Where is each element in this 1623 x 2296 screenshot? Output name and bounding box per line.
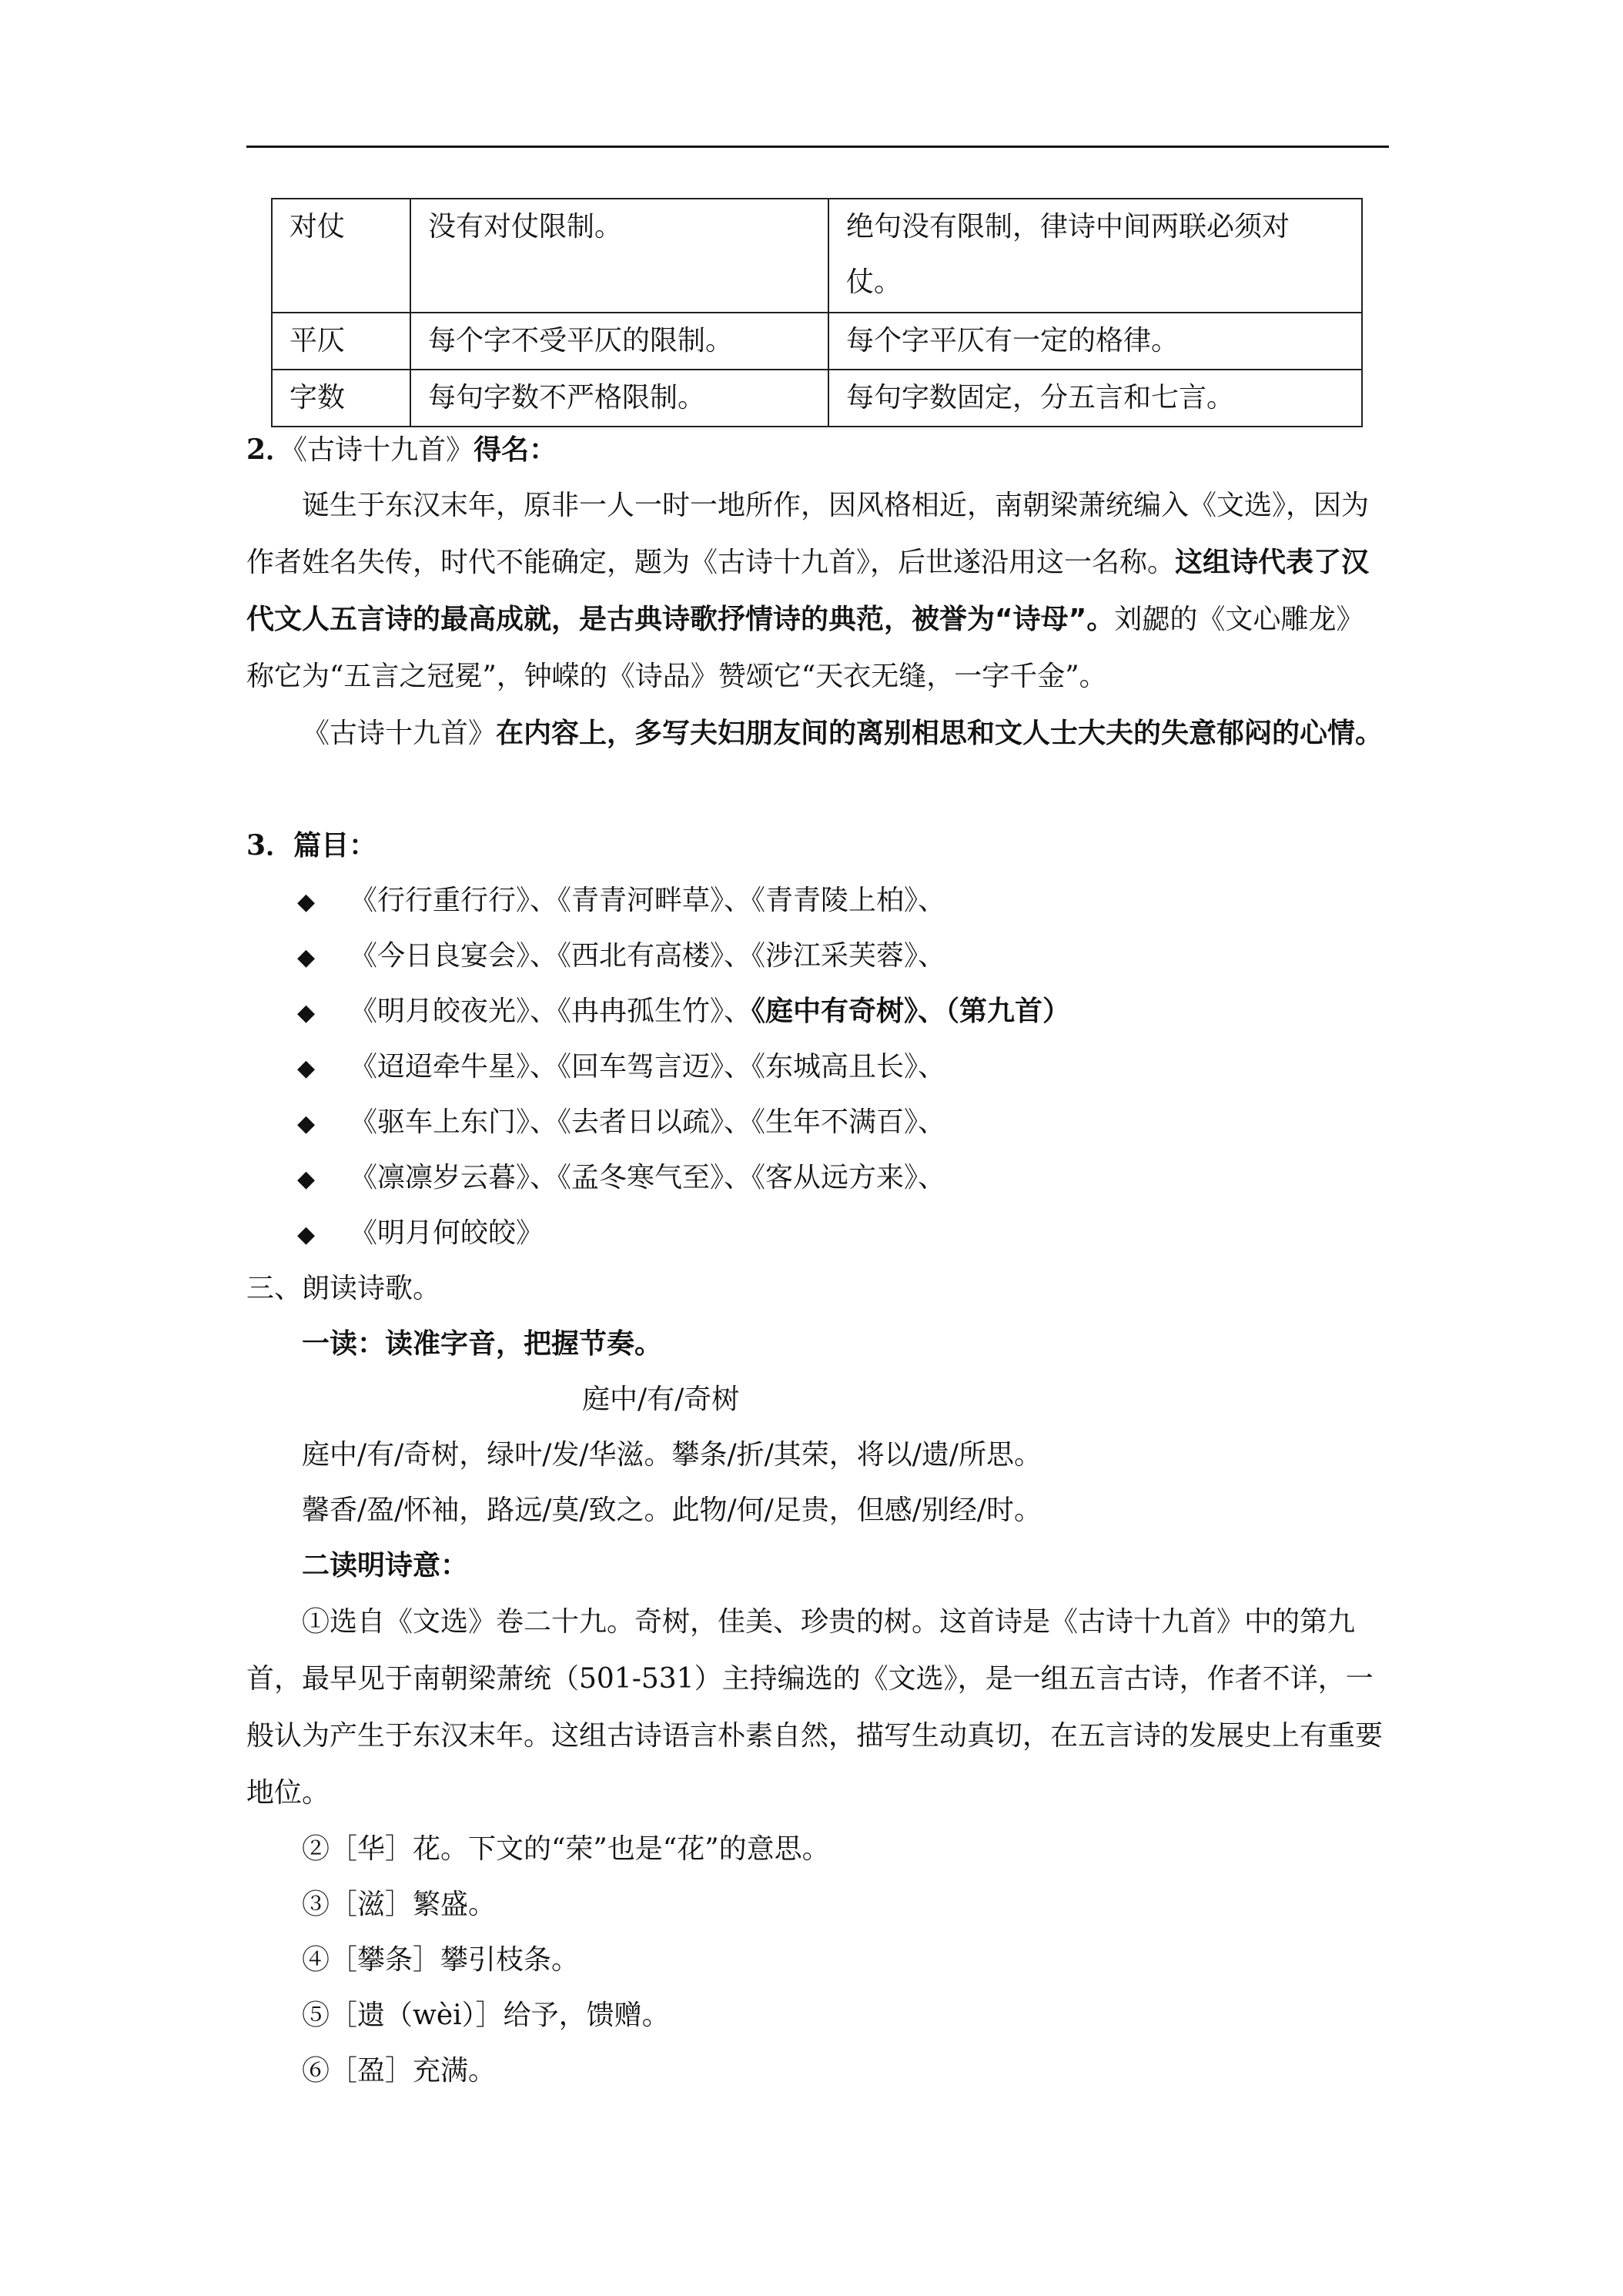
diamond-bullet-icon: ◆ [297, 999, 316, 1026]
section-3-heading [246, 818, 376, 874]
diamond-bullet-icon: ◆ [297, 889, 316, 915]
second-read-heading: 二读明诗意： [302, 1550, 469, 1581]
table-cell: 平仄 [272, 313, 410, 370]
annotation-note: ⑤［遗（wèi）］给予，馈赠。 [302, 2000, 670, 2031]
table-row [272, 370, 1362, 427]
annotation-note: ③［滋］繁盛。 [302, 1889, 497, 1920]
reading-heading: 三、朗读诗歌。 [246, 1273, 441, 1304]
table-cell: 每句字数固定，分五言和七言。 [828, 370, 1362, 427]
diamond-bullet-icon: ◆ [297, 1055, 316, 1082]
table-cell: 每句字数不严格限制。 [410, 370, 828, 427]
origin-text: 诞生于东汉末年，原非一人一时一地所作，因风格相近，南朝梁萧统编入《文选》，因为作者姓名失传，时代不能确定，题为《古诗十九首》，后世遂沿用这一名称。 [246, 490, 1370, 578]
heading-label: 篇目： [293, 830, 377, 862]
diamond-bullet-icon: ◆ [297, 944, 316, 971]
list-item [297, 873, 945, 930]
table-cell: 每个字平仄有一定的格律。 [828, 313, 1362, 370]
list-item-text: 《驱车上东门》、《去者日以疏》、《生年不满百》、 [350, 1106, 946, 1138]
table-row [272, 199, 1362, 313]
table-cell: 每个字不受平仄的限制。 [410, 313, 828, 370]
first-read-heading: 一读：读准字音，把握节奏。 [302, 1328, 663, 1360]
list-item-text-bold: 《庭中有奇树》、（第九首） [751, 996, 1071, 1027]
table-cell: 对仗 [272, 199, 410, 313]
content-text: 《古诗十九首》 [302, 718, 497, 749]
poem-line: 庭中/有/奇树，绿叶/发/华滋。攀条/折/其荣，将以/遗/所思。 [302, 1439, 1042, 1471]
table-row [272, 313, 1362, 370]
table-cell: 没有对仗限制。 [410, 199, 828, 313]
list-item-text [336, 984, 1070, 1039]
origin-bold-text: 这组诗代表了汉代文人五言诗的最高成就，是古典诗歌抒情诗的典范，被誉为“诗母”。 [246, 547, 1370, 635]
list-item-text: 《行行重行行》、《青青河畔草》、《青青陵上柏》、 [350, 885, 946, 916]
poem-title: 庭中/有/奇树 [582, 1384, 740, 1415]
table-cell: 字数 [272, 370, 410, 427]
section-number: 3． [246, 829, 294, 862]
book-title: 《古诗十九首》 [293, 434, 474, 466]
annotation-note: ①选自《文选》卷二十九。奇树，佳美、珍贵的树。这首诗是《古诗十九首》中的第九首，最早见于南朝梁萧统（501-531）主持编选的《文选》，是一组五言古诗，作者不详，一般认为产生于东汉末年。这组古诗语言朴素自然，描写生动真切，在五言诗的发展史上有重要地位。 [246, 1606, 1384, 1809]
table-cell: 绝句没有限制，律诗中间两联必须对仗。 [828, 199, 1362, 313]
diamond-bullet-icon: ◆ [297, 1110, 316, 1137]
list-item [297, 984, 1070, 1041]
list-item [297, 1095, 945, 1152]
annotation-note: ⑥［盈］充满。 [302, 2055, 497, 2087]
list-item [297, 1039, 945, 1096]
list-item [297, 1150, 945, 1207]
origin-paragraph [246, 477, 1389, 705]
annotation-note: ④［攀条］攀引枝条。 [302, 1944, 580, 1976]
list-item [297, 1206, 544, 1263]
content-paragraph [246, 705, 1389, 762]
comparison-table [271, 198, 1363, 427]
list-item-text: 《凛凛岁云暮》、《孟冬寒气至》、《客从远方来》、 [350, 1162, 946, 1193]
diamond-bullet-icon: ◆ [297, 1221, 316, 1248]
list-item-text: 《迢迢牵牛星》、《回车驾言迈》、《东城高且长》、 [350, 1051, 946, 1083]
origin-tail-text: 刘勰的《文心雕龙》称它为“五言之冠冕”，钟嵘的《诗品》赞颂它“天衣无缝，一字千金”。 [246, 604, 1364, 692]
heading-label: 得名： [474, 434, 557, 466]
section-2-heading [246, 422, 557, 478]
list-item-text-plain: 《明月皎夜光》、《冉冉孤生竹》、 [350, 996, 752, 1027]
content-bold-text: 在内容上，多写夫妇朋友间的离别相思和文人士大夫的失意郁闷的心情。 [496, 718, 1384, 749]
list-item-text: 《今日良宴会》、《西北有高楼》、《涉江采芙蓉》、 [350, 940, 946, 972]
section-number: 2． [246, 433, 294, 466]
header-rule [246, 146, 1389, 148]
list-item [297, 929, 945, 986]
list-item-text: 《明月何皎皎》 [350, 1217, 544, 1249]
poem-line: 馨香/盈/怀袖，路远/莫/致之。此物/何/足贵，但感/别经/时。 [302, 1494, 1042, 1526]
annotation-note: ②［华］花。下文的“荣”也是“花”的意思。 [302, 1833, 830, 1865]
diamond-bullet-icon: ◆ [297, 1166, 316, 1193]
